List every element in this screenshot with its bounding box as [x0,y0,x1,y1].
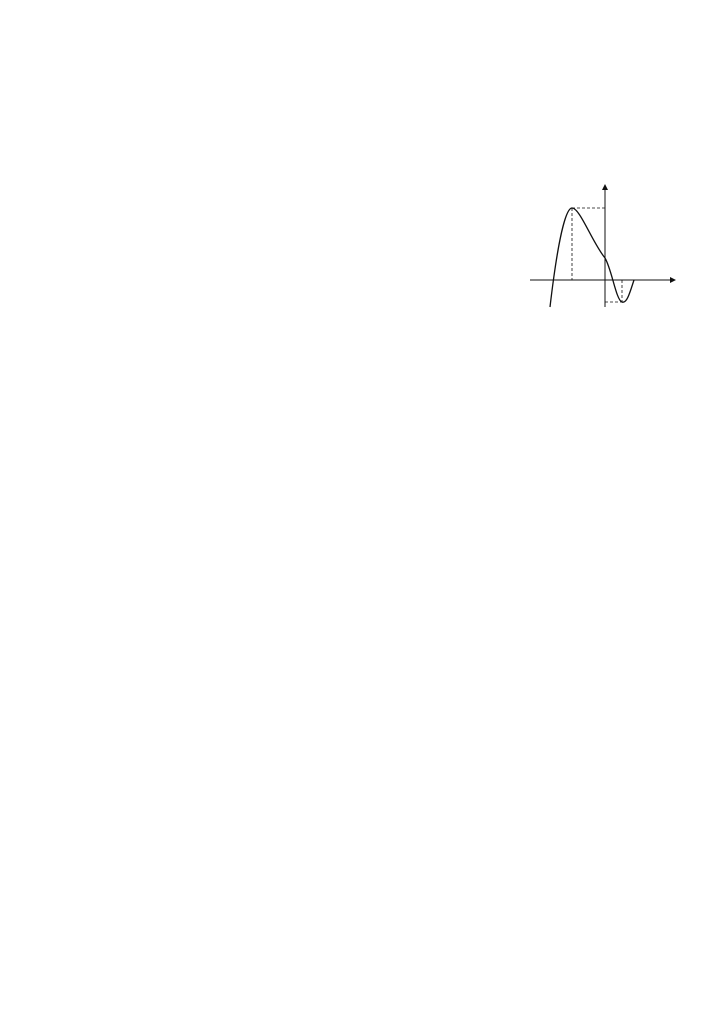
derivative-graph [530,182,680,312]
x-axis-arrow [670,277,676,283]
y-axis-arrow [602,184,608,190]
derivative-curve [550,208,634,307]
prev-question-options [86,30,646,33]
